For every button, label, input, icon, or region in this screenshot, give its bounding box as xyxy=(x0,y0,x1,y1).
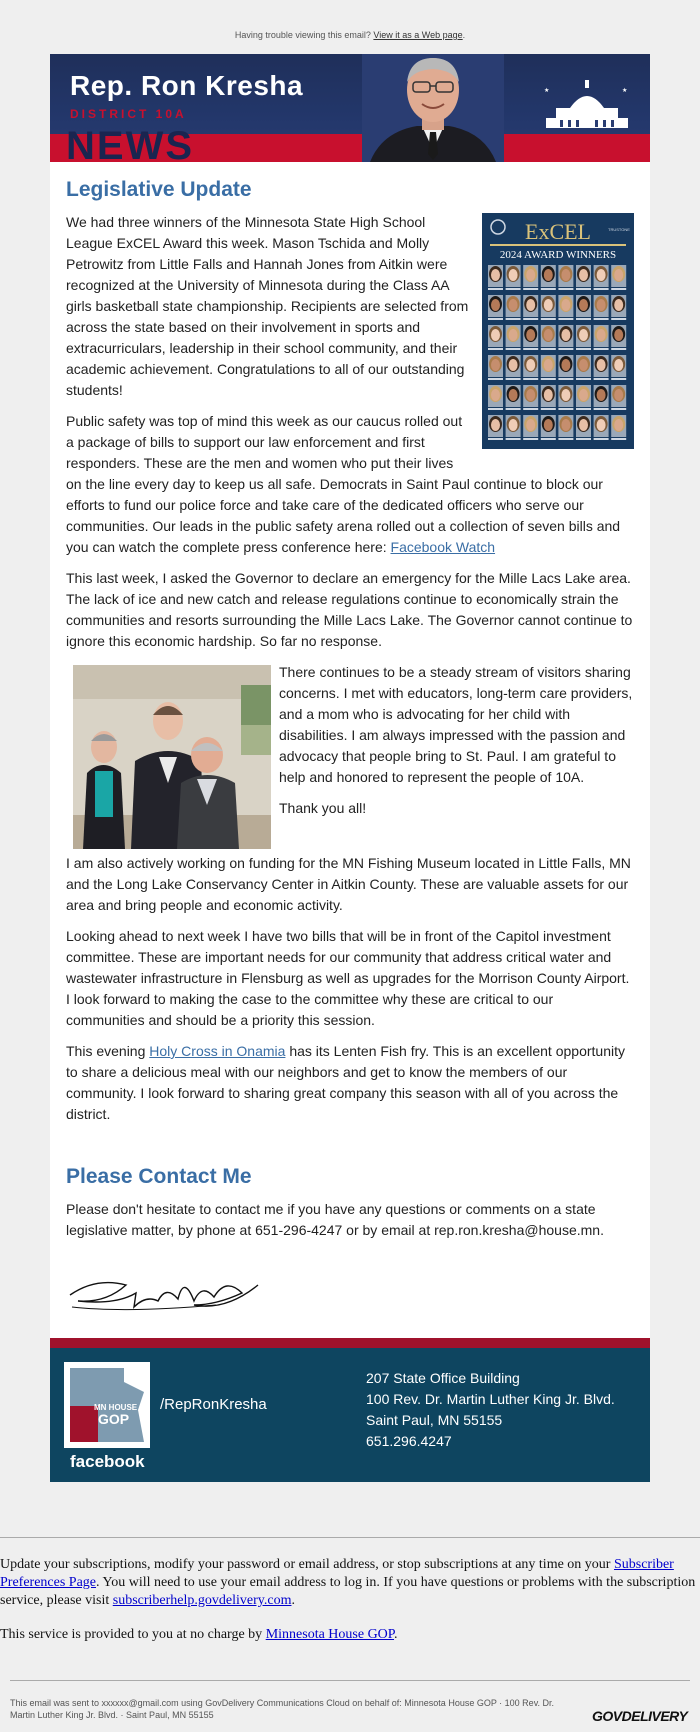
banner-title: Rep. Ron Kresha xyxy=(70,70,304,101)
fish-fry-post: has its Lenten Fish fry. This is an excellent opportunity to share a delicious meal with our neighbors and get to know the members of our community. I look forward to sharing great company this season with all of you across the district. xyxy=(66,1043,625,1122)
logo-gop: GOP xyxy=(98,1411,130,1427)
mn-house-gop-logo[interactable] xyxy=(64,1362,150,1448)
signature xyxy=(66,1255,266,1319)
winner-portrait xyxy=(488,325,503,350)
contact-section xyxy=(66,1165,634,1338)
divider-bottom xyxy=(10,1680,690,1681)
preheader xyxy=(0,30,700,40)
logo-mn-house: MN HOUSE xyxy=(94,1403,138,1412)
paragraph-next-week: Looking ahead to next week I have two bills that will be in front of the Capitol investment committee. These are important needs for our community that address critical water and wastewater infrastructure in Flensburg as well as upgrades for the Morrison County Airport. I look forward to making the case to the committee why these are critical to our communities and should be a priority this session. xyxy=(66,928,630,1028)
footer xyxy=(50,1348,650,1482)
winner-portrait xyxy=(488,295,503,320)
winner-portrait xyxy=(558,295,573,320)
facebook-watch-link[interactable]: Facebook Watch xyxy=(390,539,496,555)
winner-portrait xyxy=(594,355,609,380)
winner-portrait xyxy=(558,385,573,410)
winner-portrait xyxy=(506,415,521,440)
winner-portrait xyxy=(541,325,556,350)
banner-district: DISTRICT 10A xyxy=(70,107,187,121)
winner-portrait xyxy=(576,355,591,380)
paragraph-excel: We had three winners of the Minnesota State High School League ExCEL Award this week. Mason Tschida and Molly Petrowitz from Little Falls and Hannah Jones from Aitkin were recognized at the University of Minnesota during the Class AA girls basketball state championship. Recipients are selected from across the state based on their involvement in sports and extracurriculars, leadership in their school community, and their academic achievement. Congratulations to all of our outstanding students! xyxy=(66,214,469,398)
winner-portrait xyxy=(523,355,538,380)
service-paragraph xyxy=(0,1626,700,1644)
preheader-end: . xyxy=(462,30,466,40)
excel-brand: TRUSTONE xyxy=(608,227,630,232)
winner-portrait xyxy=(594,325,609,350)
subscriber-preferences-link[interactable]: Subscriber Preferences Page xyxy=(0,1557,674,1590)
subscriberhelp-link[interactable]: subscriberhelp.govdelivery.com xyxy=(112,1593,292,1608)
footer-red-bar xyxy=(50,1338,650,1348)
winner-portrait xyxy=(576,415,591,440)
web-page-link[interactable]: View it as a Web page xyxy=(373,30,463,40)
header-banner xyxy=(50,54,650,162)
excel-award-graphic xyxy=(482,213,634,449)
winner-portrait xyxy=(488,415,503,440)
winner-portrait xyxy=(488,265,503,290)
winner-portrait xyxy=(523,415,538,440)
winner-portrait xyxy=(576,325,591,350)
winner-portrait xyxy=(506,265,521,290)
address-line-2: 100 Rev. Dr. Martin Luther King Jr. Blvd. xyxy=(366,1391,615,1407)
preheader-text: Having trouble viewing this email? xyxy=(234,30,374,40)
winner-portrait xyxy=(541,355,556,380)
banner-news: NEWS xyxy=(66,124,194,162)
winner-portrait xyxy=(594,295,609,320)
svg-text:★: ★ xyxy=(544,87,550,94)
winner-portrait xyxy=(488,385,503,410)
winner-portrait xyxy=(523,295,538,320)
winner-portrait xyxy=(523,325,538,350)
paragraph-mille-lacs: This last week, I asked the Governor to declare an emergency for the Mille Lacs Lake area. The lack of ice and new catch and release regulations continue to economically strain the communities and resorts surrounding the Mille Lacs Lake. The Governor cannot continue to ignore this economic hardship. So far no response. xyxy=(66,570,633,649)
excel-subtitle: 2024 AWARD WINNERS xyxy=(499,249,617,261)
winner-portrait xyxy=(506,355,521,380)
winner-portrait xyxy=(541,265,556,290)
mn-house-gop-graphic xyxy=(64,1362,150,1448)
winner-portrait xyxy=(506,325,521,350)
winner-portrait xyxy=(611,295,626,320)
winner-portrait xyxy=(576,385,591,410)
facebook-handle[interactable]: /RepRonKresha xyxy=(160,1396,267,1413)
winner-portrait xyxy=(541,415,556,440)
paragraph-visitors: There continues to be a steady stream of visitors sharing concerns. I met with educators, long-term care providers, and a mom who is advocating for her child with disabilities. I am always impressed with the passion and advocacy that people bring to St. Paul. I am grateful to help and honored to represent the people of 10A. xyxy=(279,664,633,785)
excel-award-image xyxy=(482,213,634,449)
service-end: . xyxy=(394,1627,398,1642)
office-address xyxy=(366,1368,615,1452)
winner-portrait xyxy=(523,385,538,410)
capitol-icon xyxy=(540,78,634,132)
newsletter-card xyxy=(50,54,650,1482)
subscription-paragraph xyxy=(0,1556,700,1610)
holy-cross-link[interactable]: Holy Cross in Onamia xyxy=(149,1043,286,1059)
contact-heading: Please Contact Me xyxy=(66,1165,252,1188)
divider-top xyxy=(0,1537,700,1538)
winner-portrait xyxy=(558,325,573,350)
minnesota-house-gop-link[interactable]: Minnesota House GOP xyxy=(265,1627,395,1642)
winner-portrait xyxy=(611,265,626,290)
winner-portrait xyxy=(611,415,626,440)
legislative-update-heading: Legislative Update xyxy=(66,178,252,201)
winner-portrait xyxy=(576,265,591,290)
winner-portrait xyxy=(594,265,609,290)
winner-portrait xyxy=(558,355,573,380)
subscription-text-2: . You will need to use your email address to log in. If you have questions or problems with the subscription service, please visit xyxy=(0,1575,696,1608)
subscription-info xyxy=(0,1556,700,1660)
winner-portrait xyxy=(558,265,573,290)
facebook-wordmark[interactable]: facebook xyxy=(70,1452,145,1471)
winner-portrait xyxy=(594,415,609,440)
address-line-1: 207 State Office Building xyxy=(366,1370,520,1386)
winner-portrait xyxy=(611,325,626,350)
visitors-photo xyxy=(73,665,271,849)
winner-portrait xyxy=(541,295,556,320)
subscription-text-3: . xyxy=(291,1593,295,1608)
winner-portrait xyxy=(611,385,626,410)
paragraph-thank-you: Thank you all! xyxy=(279,800,367,816)
main-content xyxy=(50,162,650,1338)
fish-fry-pre: This evening xyxy=(66,1043,150,1059)
sent-to-notice: This email was sent to xxxxxx@gmail.com using GovDelivery Communications Cloud on behalf of: Minnesota House GOP · 100 Rev. Dr. Martin Luther King Jr. Blvd. · Saint Paul, MN 55155 xyxy=(10,1698,555,1720)
winner-portrait xyxy=(576,295,591,320)
visitors-photo-graphic xyxy=(73,665,271,849)
paragraph-fish-fry xyxy=(66,1041,634,1125)
winner-portrait xyxy=(523,265,538,290)
service-text: This service is provided to you at no charge by xyxy=(0,1627,266,1642)
svg-text:★: ★ xyxy=(622,87,628,94)
paragraph-fishing-museum: I am also actively working on funding for the MN Fishing Museum located in Little Falls, MN and the Long Lake Conservancy Center in Aitkin County. These are valuable assets for our area and bring people and economic activity. xyxy=(66,855,631,913)
representative-portrait xyxy=(362,54,504,162)
winner-portrait xyxy=(506,385,521,410)
address-line-3: Saint Paul, MN 55155 xyxy=(366,1412,503,1428)
contact-text: Please don't hesitate to contact me if you have any questions or comments on a state legislative matter, by phone at 651-296-4247 or by email at rep.ron.kresha@house.mn. xyxy=(66,1201,604,1238)
winner-portrait xyxy=(611,355,626,380)
excel-title: ExCEL xyxy=(525,219,591,244)
phone-number: 651.296.4247 xyxy=(366,1433,452,1449)
govdelivery-logo[interactable]: GOVDELIVERY xyxy=(592,1708,688,1724)
winner-portrait xyxy=(594,385,609,410)
winner-portrait xyxy=(541,385,556,410)
subscription-text-1: Update your subscriptions, modify your password or email address, or stop subscriptions at any time on your xyxy=(0,1557,614,1572)
winner-portrait xyxy=(488,355,503,380)
public-safety-text: Public safety was top of mind this week as our caucus rolled out a package of bills to support our law enforcement and first responders. These are the men and women who put their lives on the line every day to keep us all safe. Democrats in Saint Paul continue to block our efforts to fund our police force and take care of the dedicated officers who serve our communities. Our leads in the public safety arena rolled out a collection of seven bills and you can watch the complete press conference here: xyxy=(66,413,621,555)
winner-portrait xyxy=(506,295,521,320)
winner-portrait xyxy=(558,415,573,440)
